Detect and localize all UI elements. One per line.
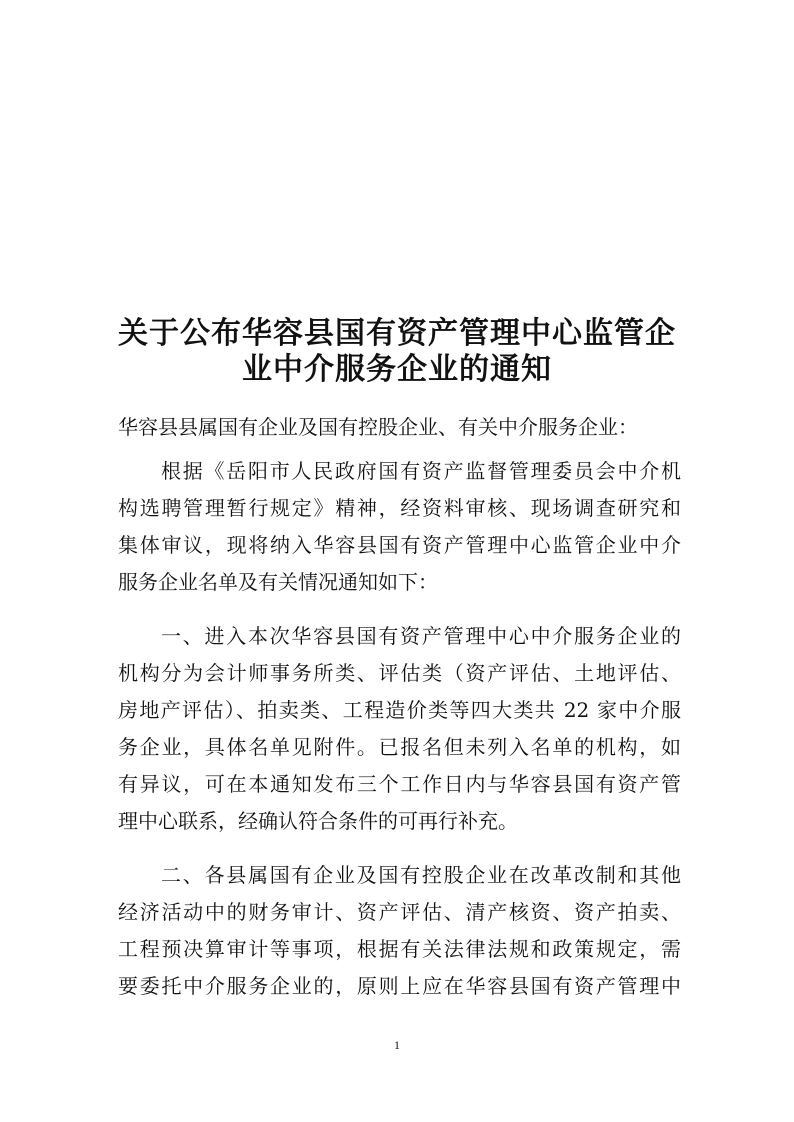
paragraph-2-line-1: 一、进入本次华容县国有资产管理中心中介服务企业的 [161,624,681,648]
paragraph-2-line-3: 房地产评估）、拍卖类、工程造价类等四大类共 22 家中介服 [118,698,681,722]
paragraph-3-line-3: 工程预决算审计等事项，根据有关法律法规和政策规定，需 [118,937,681,961]
page-number: 1 [394,1038,400,1052]
paragraph-2-line-5: 有异议，可在本通知发布三个工作日内与华容县国有资产管 [118,772,681,796]
paragraph-3-line-2: 经济活动中的财务审计、资产评估、清产核资、资产拍卖、 [118,900,681,924]
paragraph-3-line-1: 二、各县属国有企业及国有控股企业在改革改制和其他 [161,863,681,887]
salutation: 华容县县属国有企业及国有控股企业、有关中介服务企业： [118,415,638,439]
paragraph-2-line-2: 机构分为会计师事务所类、评估类（资产评估、土地评估、 [118,661,681,685]
paragraph-1-line-2: 构选聘管理暂行规定》精神，经资料审核、现场调查研究和 [118,496,681,520]
paragraph-2-line-6: 理中心联系，经确认符合条件的可再行补充。 [118,809,518,833]
document-title-line-1: 关于公布华容县国有资产管理中心监管企 [118,316,676,351]
paragraph-1-line-1: 根据《岳阳市人民政府国有资产监督管理委员会中介机 [161,459,681,483]
document-title-line-2: 业中介服务企业的通知 [242,352,552,387]
paragraph-1-line-3: 集体审议，现将纳入华容县国有资产管理中心监管企业中介 [118,533,681,557]
paragraph-2-line-4: 务企业，具体名单见附件。已报名但未列入名单的机构，如 [118,735,681,759]
paragraph-1-line-4: 服务企业名单及有关情况通知如下： [118,570,438,594]
paragraph-3-line-4: 要委托中介服务企业的，原则上应在华容县国有资产管理中 [118,974,681,998]
